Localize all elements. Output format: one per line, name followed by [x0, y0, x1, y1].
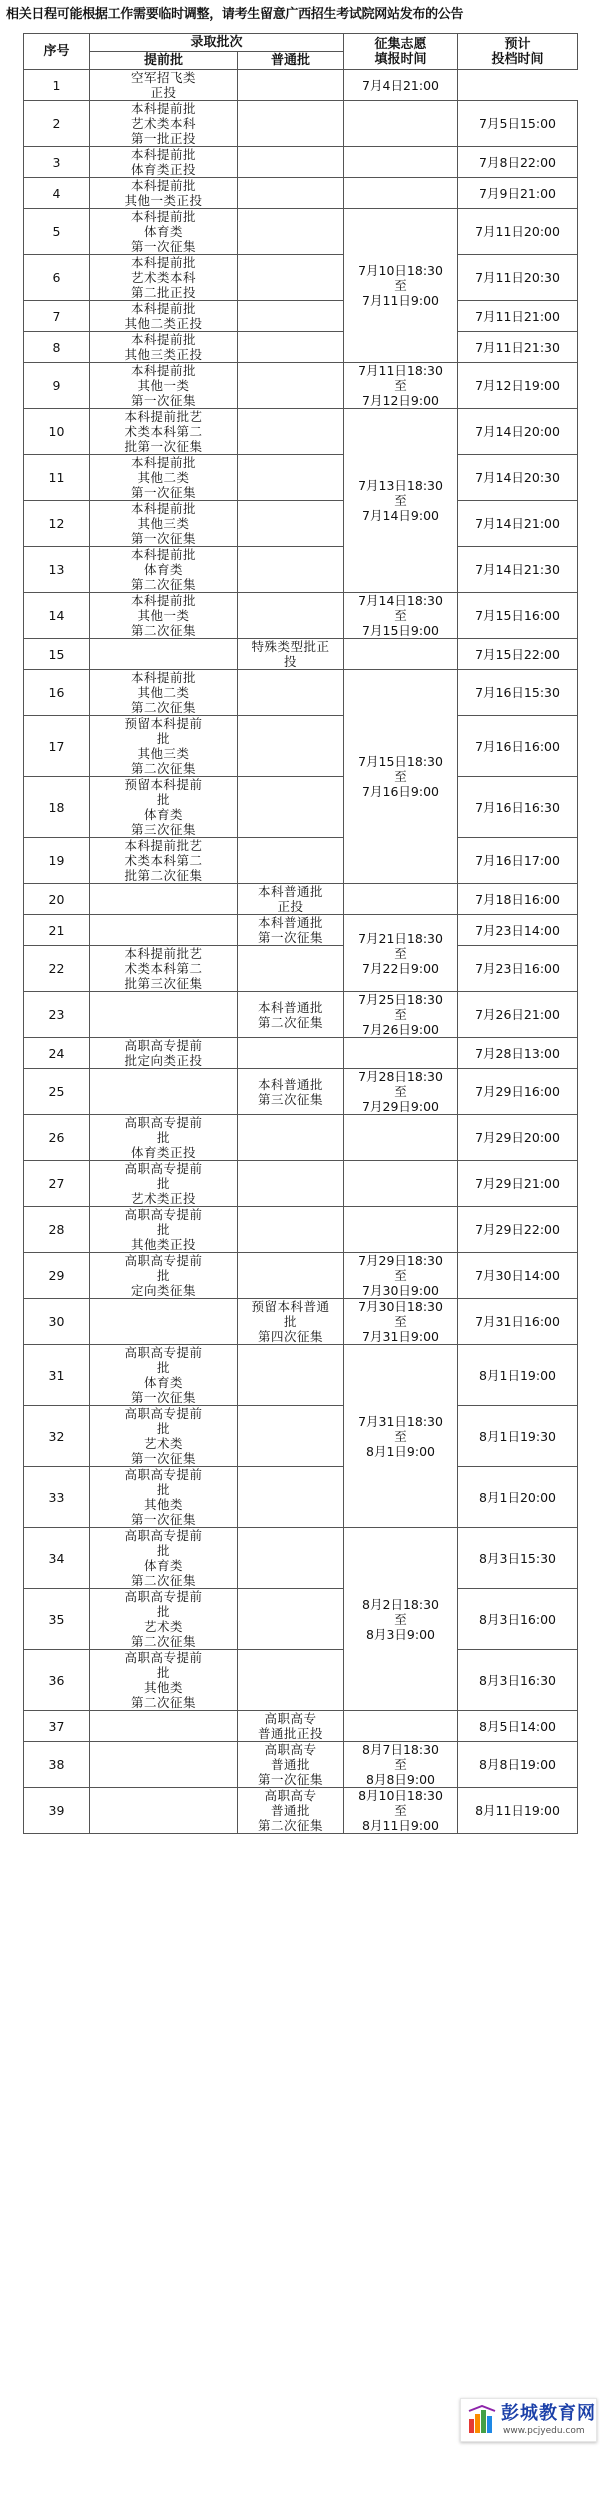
row-cast-time: 7月30日14:00 — [458, 1253, 578, 1299]
row-early-batch: 本科提前批 其他二类正投 — [90, 301, 238, 332]
row-cast-time: 7月26日21:00 — [458, 992, 578, 1038]
row-cast-time: 7月16日16:00 — [458, 716, 578, 777]
schedule-row — [24, 101, 578, 147]
row-seq: 17 — [24, 716, 90, 777]
row-cast-time: 7月8日22:00 — [458, 147, 578, 178]
row-regular-batch — [238, 946, 344, 992]
row-seq: 1 — [24, 70, 90, 101]
schedule-row — [24, 639, 578, 670]
schedule-row — [24, 209, 578, 255]
row-regular-batch: 预留本科普通 批 第四次征集 — [238, 1299, 344, 1345]
row-cast-time: 8月5日14:00 — [458, 1711, 578, 1742]
row-regular-batch — [238, 70, 344, 101]
site-url: www.pcjyedu.com — [503, 2426, 585, 2436]
row-cast-time: 7月29日16:00 — [458, 1069, 578, 1115]
row-solicit-time: 7月30日18:30 至 7月31日9:00 — [344, 1299, 458, 1345]
schedule-row — [24, 946, 578, 992]
row-seq: 7 — [24, 301, 90, 332]
row-seq: 27 — [24, 1161, 90, 1207]
schedule-table — [23, 33, 578, 1834]
schedule-row — [24, 501, 578, 547]
row-solicit-time: 7月11日18:30 至 7月12日9:00 — [344, 363, 458, 409]
row-cast-time: 7月11日20:30 — [458, 255, 578, 301]
row-early-batch: 高职高专提前 批 定向类征集 — [90, 1253, 238, 1299]
row-regular-batch — [238, 838, 344, 884]
schedule-row — [24, 1161, 578, 1207]
row-regular-batch — [238, 1345, 344, 1406]
schedule-row — [24, 1069, 578, 1115]
row-cast-time: 7月14日21:00 — [458, 501, 578, 547]
row-cast-time: 8月3日16:30 — [458, 1650, 578, 1711]
schedule-row — [24, 1742, 578, 1788]
schedule-row — [24, 1650, 578, 1711]
row-regular-batch: 本科普通批 第三次征集 — [238, 1069, 344, 1115]
row-regular-batch — [238, 1589, 344, 1650]
row-early-batch: 高职高专提前 批 艺术类 第一次征集 — [90, 1406, 238, 1467]
row-cast-time: 8月8日19:00 — [458, 1742, 578, 1788]
row-early-batch: 空军招飞类 正投 — [90, 70, 238, 101]
row-seq: 12 — [24, 501, 90, 547]
row-cast-time: 7月15日22:00 — [458, 639, 578, 670]
row-cast-time: 7月16日16:30 — [458, 777, 578, 838]
row-seq: 32 — [24, 1406, 90, 1467]
row-regular-batch — [238, 209, 344, 255]
row-early-batch: 本科提前批 其他二类 第一次征集 — [90, 455, 238, 501]
schedule-row — [24, 332, 578, 363]
row-solicit-time-empty — [344, 147, 458, 178]
header-cast-time — [458, 34, 578, 70]
schedule-row — [24, 147, 578, 178]
schedule-row — [24, 1207, 578, 1253]
row-cast-time: 7月29日21:00 — [458, 1161, 578, 1207]
row-early-batch — [90, 1742, 238, 1788]
row-seq: 4 — [24, 178, 90, 209]
header-solicit-time — [344, 34, 458, 70]
row-cast-time: 7月23日16:00 — [458, 946, 578, 992]
row-seq: 23 — [24, 992, 90, 1038]
row-solicit-time-empty — [344, 639, 458, 670]
row-regular-batch — [238, 1207, 344, 1253]
row-cast-time: 7月28日13:00 — [458, 1038, 578, 1069]
row-early-batch: 本科提前批 其他一类 第一次征集 — [90, 363, 238, 409]
row-seq: 31 — [24, 1345, 90, 1406]
row-cast-time: 8月3日16:00 — [458, 1589, 578, 1650]
row-cast-time: 7月11日21:00 — [458, 301, 578, 332]
row-cast-time: 7月14日20:00 — [458, 409, 578, 455]
row-regular-batch — [238, 1161, 344, 1207]
row-solicit-time: 7月31日18:30 至 8月1日9:00 — [344, 1345, 458, 1528]
schedule-row — [24, 301, 578, 332]
row-solicit-time: 7月13日18:30 至 7月14日9:00 — [344, 409, 458, 593]
header-early-batch: 提前批 — [90, 52, 238, 70]
row-seq: 8 — [24, 332, 90, 363]
notice-text: 相关日程可能根据工作需要临时调整，请考生留意广西招生考试院网站发布的公告 — [6, 7, 464, 22]
row-early-batch — [90, 884, 238, 915]
row-seq: 24 — [24, 1038, 90, 1069]
row-seq: 36 — [24, 1650, 90, 1711]
row-early-batch: 高职高专提前 批 体育类正投 — [90, 1115, 238, 1161]
row-cast-time: 7月16日15:30 — [458, 670, 578, 716]
schedule-row — [24, 716, 578, 777]
schedule-row — [24, 409, 578, 455]
row-seq: 34 — [24, 1528, 90, 1589]
schedule-row — [24, 992, 578, 1038]
row-early-batch: 高职高专提前 批 体育类 第二次征集 — [90, 1528, 238, 1589]
schedule-row — [24, 455, 578, 501]
schedule-row — [24, 255, 578, 301]
row-cast-time: 7月14日20:30 — [458, 455, 578, 501]
schedule-row — [24, 670, 578, 716]
row-solicit-time: 8月2日18:30 至 8月3日9:00 — [344, 1528, 458, 1711]
row-regular-batch — [238, 1528, 344, 1589]
row-regular-batch — [238, 101, 344, 147]
row-regular-batch — [238, 593, 344, 639]
row-regular-batch — [238, 178, 344, 209]
row-early-batch — [90, 639, 238, 670]
row-seq: 35 — [24, 1589, 90, 1650]
header-seq: 序号 — [24, 34, 90, 70]
schedule-row — [24, 70, 578, 101]
row-regular-batch — [238, 777, 344, 838]
row-regular-batch — [238, 1115, 344, 1161]
row-early-batch: 预留本科提前 批 体育类 第三次征集 — [90, 777, 238, 838]
row-seq: 25 — [24, 1069, 90, 1115]
row-solicit-time: 7月28日18:30 至 7月29日9:00 — [344, 1069, 458, 1115]
row-seq: 6 — [24, 255, 90, 301]
row-cast-time: 7月18日16:00 — [458, 884, 578, 915]
row-cast-time: 7月31日16:00 — [458, 1299, 578, 1345]
row-early-batch — [90, 1069, 238, 1115]
row-early-batch: 高职高专提前 批 艺术类 第二次征集 — [90, 1589, 238, 1650]
schedule-row — [24, 1345, 578, 1406]
row-early-batch — [90, 1711, 238, 1742]
row-solicit-time: 7月14日18:30 至 7月15日9:00 — [344, 593, 458, 639]
header-batch: 录取批次 — [90, 34, 344, 52]
row-cast-time: 8月1日19:30 — [458, 1406, 578, 1467]
schedule-row — [24, 1253, 578, 1299]
site-logo-icon — [467, 2405, 497, 2435]
row-early-batch — [90, 915, 238, 946]
row-seq: 28 — [24, 1207, 90, 1253]
row-cast-time: 7月12日19:00 — [458, 363, 578, 409]
row-solicit-time: 8月10日18:30 至 8月11日9:00 — [344, 1788, 458, 1834]
row-cast-time: 8月1日19:00 — [458, 1345, 578, 1406]
row-regular-batch: 高职高专 普通批正投 — [238, 1711, 344, 1742]
row-cast-time: 7月29日22:00 — [458, 1207, 578, 1253]
schedule-row — [24, 547, 578, 593]
row-early-batch: 本科提前批 体育类 第二次征集 — [90, 547, 238, 593]
row-regular-batch — [238, 301, 344, 332]
row-seq: 33 — [24, 1467, 90, 1528]
row-solicit-time-empty — [344, 1038, 458, 1069]
row-early-batch: 本科提前批艺 术类本科第二 批第三次征集 — [90, 946, 238, 992]
row-seq: 18 — [24, 777, 90, 838]
header-cast-label: 预计 投档时间 — [491, 36, 544, 67]
row-early-batch: 本科提前批 艺术类本科 第一批正投 — [90, 101, 238, 147]
row-cast-time: 7月5日15:00 — [458, 101, 578, 147]
row-regular-batch — [238, 1406, 344, 1467]
row-early-batch: 高职高专提前 批 其他类 第二次征集 — [90, 1650, 238, 1711]
row-solicit-time-empty — [344, 884, 458, 915]
row-cast-time: 7月11日20:00 — [458, 209, 578, 255]
schedule-body — [24, 70, 578, 1834]
row-cast-time: 7月23日14:00 — [458, 915, 578, 946]
row-seq: 21 — [24, 915, 90, 946]
row-early-batch: 本科提前批 体育类正投 — [90, 147, 238, 178]
row-cast-time: 8月1日20:00 — [458, 1467, 578, 1528]
row-seq: 5 — [24, 209, 90, 255]
row-seq: 38 — [24, 1742, 90, 1788]
row-early-batch: 高职高专提前 批 艺术类正投 — [90, 1161, 238, 1207]
row-cast-time: 7月16日17:00 — [458, 838, 578, 884]
schedule-row — [24, 1299, 578, 1345]
row-early-batch: 本科提前批艺 术类本科第二 批第一次征集 — [90, 409, 238, 455]
row-solicit-time: 8月7日18:30 至 8月8日9:00 — [344, 1742, 458, 1788]
row-cast-time: 7月4日21:00 — [344, 70, 458, 101]
row-seq: 13 — [24, 547, 90, 593]
schedule-row — [24, 884, 578, 915]
row-solicit-time: 7月21日18:30 至 7月22日9:00 — [344, 915, 458, 992]
row-solicit-time: 7月29日18:30 至 7月30日9:00 — [344, 1253, 458, 1299]
row-solicit-time: 7月15日18:30 至 7月16日9:00 — [344, 670, 458, 884]
row-regular-batch — [238, 1253, 344, 1299]
schedule-row — [24, 1711, 578, 1742]
row-early-batch: 本科提前批 其他一类 第二次征集 — [90, 593, 238, 639]
row-early-batch: 高职高专提前 批 其他类 第一次征集 — [90, 1467, 238, 1528]
schedule-row — [24, 1528, 578, 1589]
row-seq: 19 — [24, 838, 90, 884]
row-solicit-time-empty — [344, 1207, 458, 1253]
row-cast-time: 7月29日20:00 — [458, 1115, 578, 1161]
schedule-row — [24, 1038, 578, 1069]
row-early-batch: 本科提前批 其他三类正投 — [90, 332, 238, 363]
schedule-row — [24, 178, 578, 209]
row-early-batch: 本科提前批 艺术类本科 第二批正投 — [90, 255, 238, 301]
row-early-batch: 本科提前批 其他二类 第二次征集 — [90, 670, 238, 716]
row-seq: 37 — [24, 1711, 90, 1742]
row-regular-batch: 本科普通批 第一次征集 — [238, 915, 344, 946]
row-cast-time: 8月11日19:00 — [458, 1788, 578, 1834]
row-early-batch: 本科提前批 其他一类正投 — [90, 178, 238, 209]
row-solicit-time: 7月25日18:30 至 7月26日9:00 — [344, 992, 458, 1038]
row-seq: 22 — [24, 946, 90, 992]
row-seq: 30 — [24, 1299, 90, 1345]
row-cast-time: 7月11日21:30 — [458, 332, 578, 363]
header-regular-batch: 普通批 — [238, 52, 344, 70]
row-seq: 11 — [24, 455, 90, 501]
row-solicit-time-empty — [344, 101, 458, 147]
row-regular-batch — [238, 670, 344, 716]
schedule-row — [24, 838, 578, 884]
schedule-row — [24, 1467, 578, 1528]
row-early-batch: 高职高专提前 批 体育类 第一次征集 — [90, 1345, 238, 1406]
row-regular-batch — [238, 255, 344, 301]
row-early-batch: 高职高专提前 批定向类正投 — [90, 1038, 238, 1069]
row-regular-batch — [238, 1038, 344, 1069]
row-regular-batch: 高职高专 普通批 第一次征集 — [238, 1742, 344, 1788]
row-regular-batch — [238, 455, 344, 501]
row-seq: 9 — [24, 363, 90, 409]
row-seq: 39 — [24, 1788, 90, 1834]
row-early-batch — [90, 1299, 238, 1345]
row-solicit-time-empty — [344, 178, 458, 209]
row-early-batch: 预留本科提前 批 其他三类 第二次征集 — [90, 716, 238, 777]
row-regular-batch: 本科普通批 第二次征集 — [238, 992, 344, 1038]
row-early-batch: 本科提前批艺 术类本科第二 批第二次征集 — [90, 838, 238, 884]
schedule-row — [24, 777, 578, 838]
schedule-row — [24, 1115, 578, 1161]
row-cast-time: 7月15日16:00 — [458, 593, 578, 639]
schedule-row — [24, 593, 578, 639]
row-early-batch — [90, 1788, 238, 1834]
row-regular-batch — [238, 1467, 344, 1528]
schedule-row — [24, 363, 578, 409]
row-cast-time: 8月3日15:30 — [458, 1528, 578, 1589]
row-regular-batch — [238, 716, 344, 777]
row-seq: 20 — [24, 884, 90, 915]
row-seq: 2 — [24, 101, 90, 147]
schedule-row — [24, 1788, 578, 1834]
row-seq: 15 — [24, 639, 90, 670]
row-regular-batch: 本科普通批 正投 — [238, 884, 344, 915]
row-regular-batch — [238, 501, 344, 547]
row-early-batch — [90, 992, 238, 1038]
row-solicit-time-empty — [344, 1161, 458, 1207]
row-regular-batch — [238, 1650, 344, 1711]
schedule-row — [24, 915, 578, 946]
row-seq: 16 — [24, 670, 90, 716]
row-seq: 14 — [24, 593, 90, 639]
row-early-batch: 本科提前批 体育类 第一次征集 — [90, 209, 238, 255]
row-regular-batch — [238, 547, 344, 593]
row-cast-time: 7月14日21:30 — [458, 547, 578, 593]
row-regular-batch — [238, 363, 344, 409]
row-seq: 10 — [24, 409, 90, 455]
row-regular-batch: 特殊类型批正 投 — [238, 639, 344, 670]
row-seq: 29 — [24, 1253, 90, 1299]
row-solicit-time: 7月10日18:30 至 7月11日9:00 — [344, 209, 458, 363]
row-early-batch: 高职高专提前 批 其他类正投 — [90, 1207, 238, 1253]
site-watermark — [460, 2398, 597, 2442]
row-regular-batch: 高职高专 普通批 第二次征集 — [238, 1788, 344, 1834]
schedule-row — [24, 1406, 578, 1467]
row-regular-batch — [238, 409, 344, 455]
row-solicit-time-empty — [344, 1115, 458, 1161]
row-cast-time: 7月9日21:00 — [458, 178, 578, 209]
schedule-row — [24, 1589, 578, 1650]
header-solicit-label: 征集志愿 填报时间 — [374, 36, 427, 67]
site-name: 彭城教育网 — [501, 2403, 596, 2424]
row-solicit-time-empty — [344, 1711, 458, 1742]
row-regular-batch — [238, 147, 344, 178]
row-seq: 3 — [24, 147, 90, 178]
row-regular-batch — [238, 332, 344, 363]
row-early-batch: 本科提前批 其他三类 第一次征集 — [90, 501, 238, 547]
row-seq: 26 — [24, 1115, 90, 1161]
